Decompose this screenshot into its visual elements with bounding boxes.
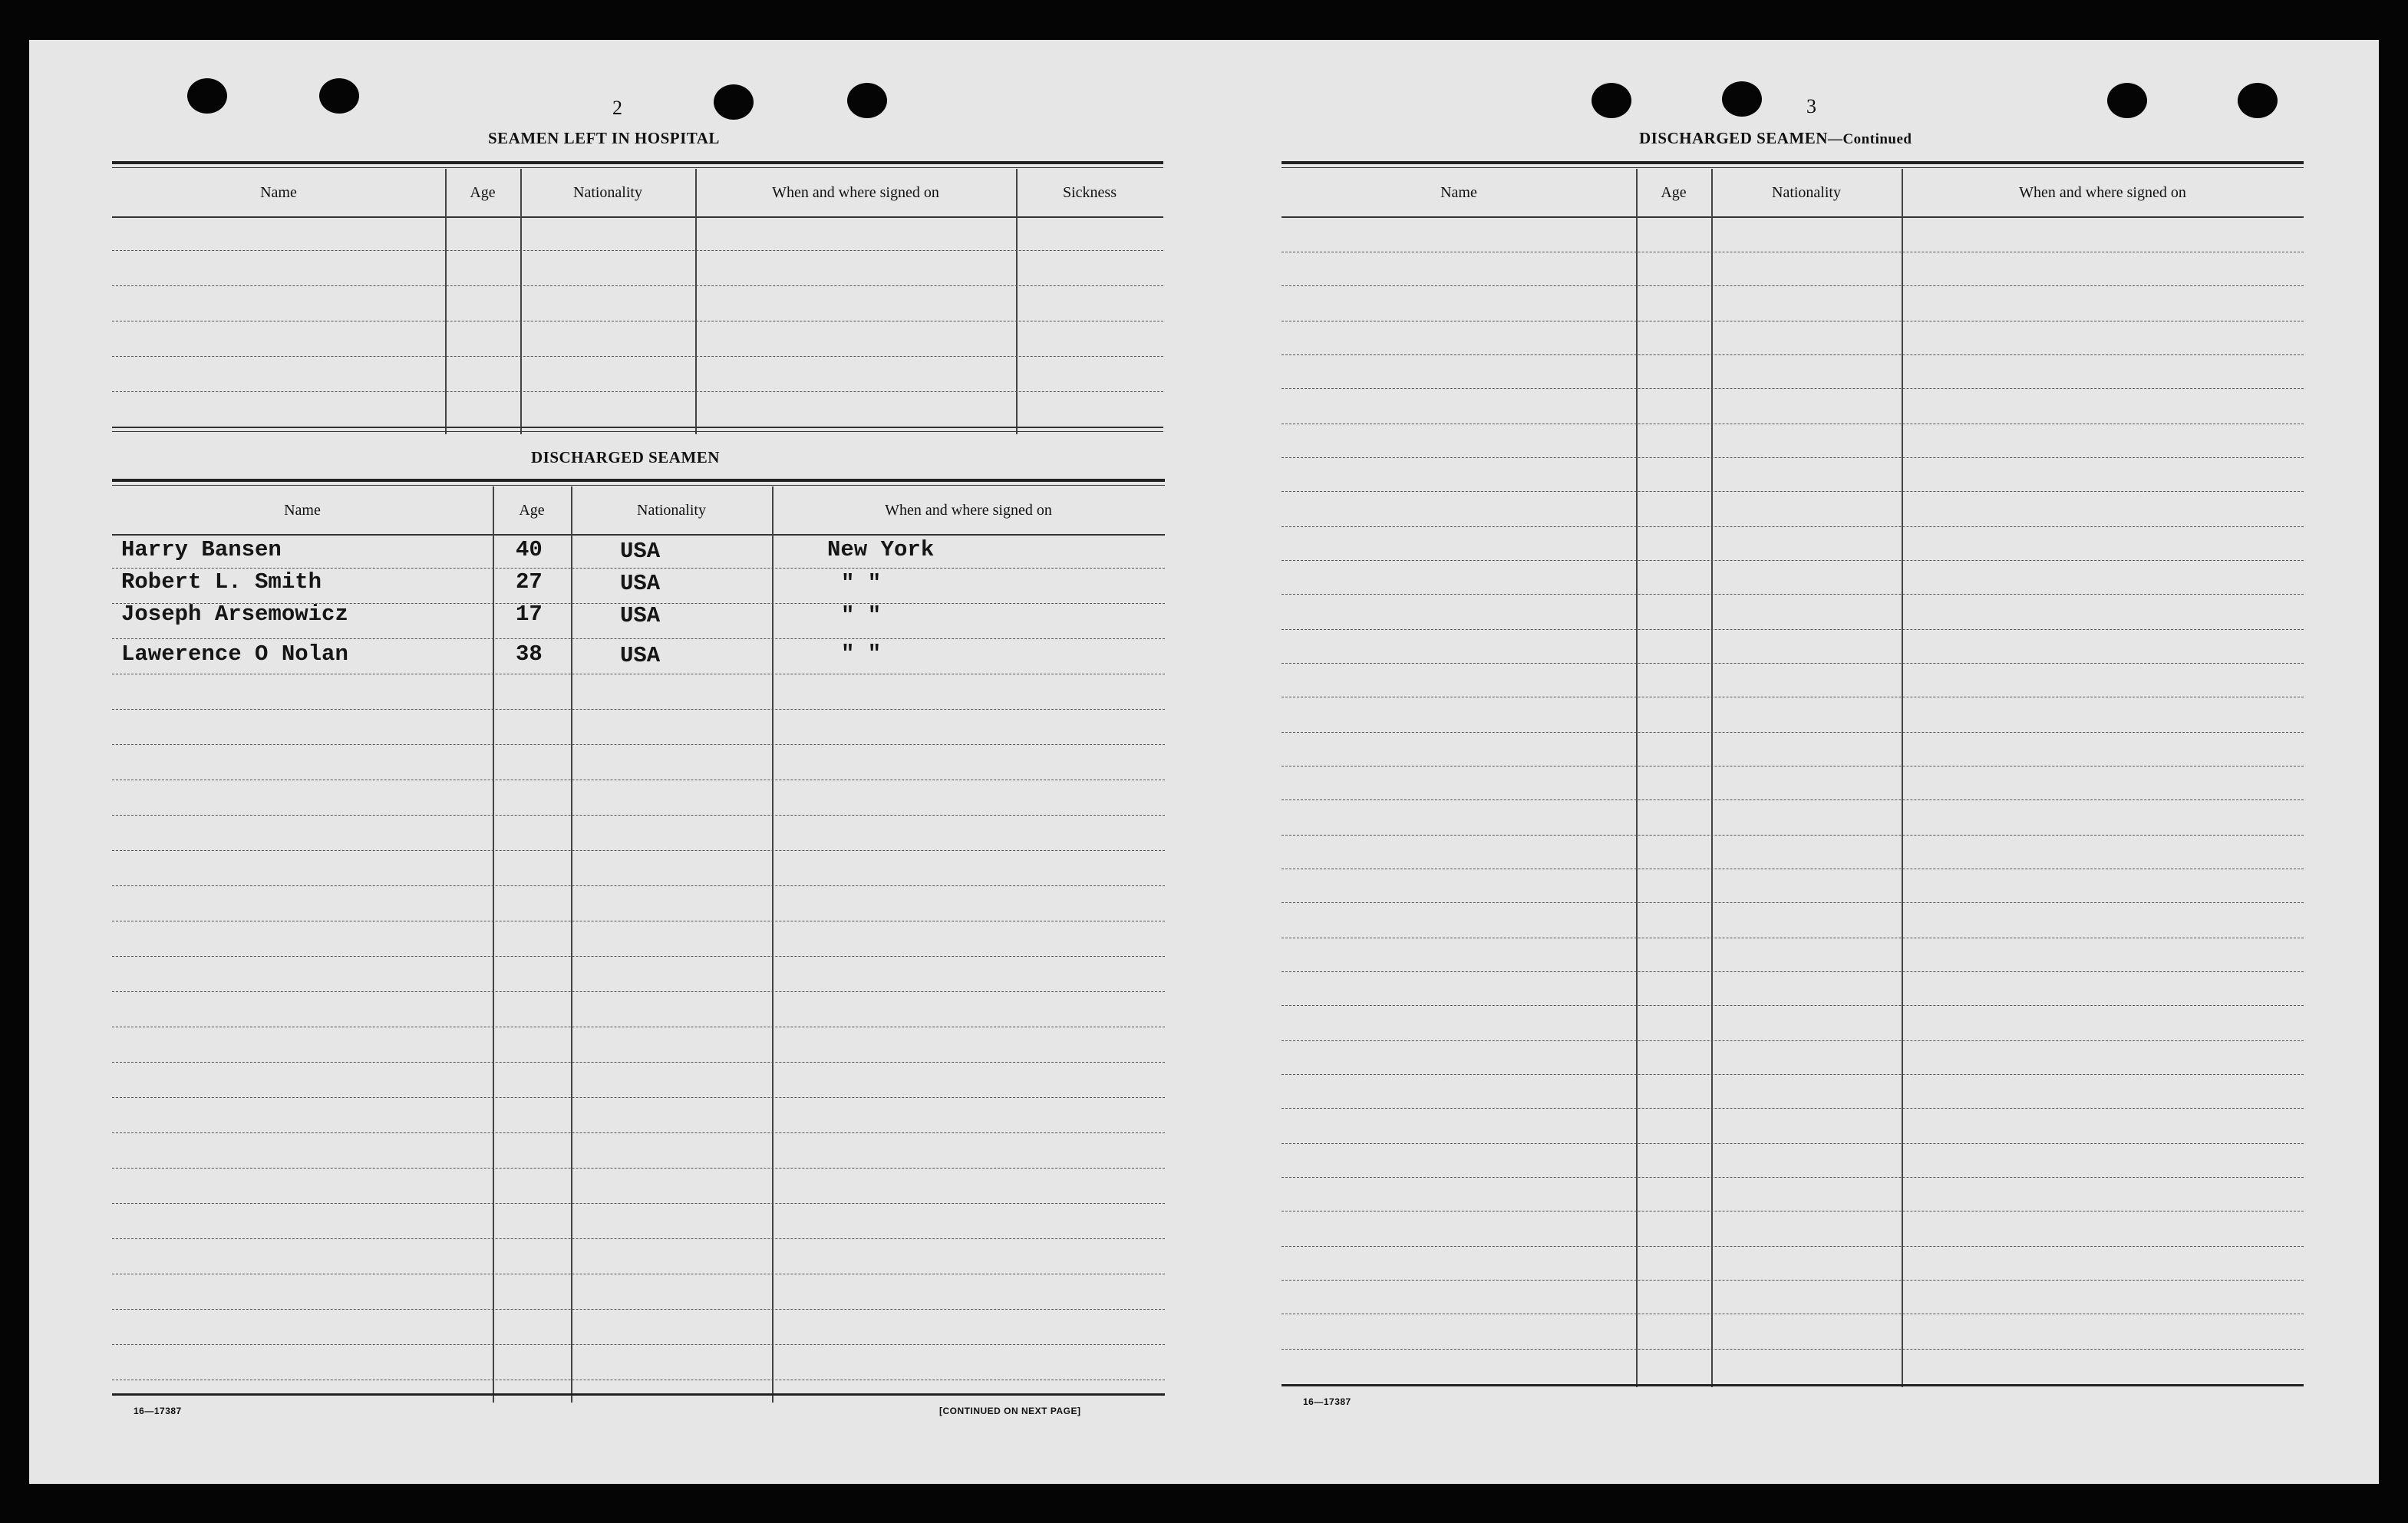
- column-header-signed-on: When and where signed on: [2019, 184, 2186, 201]
- seaman-nationality: USA: [620, 603, 661, 628]
- form-code: 16—17387: [134, 1406, 182, 1416]
- column-header-sickness: Sickness: [1063, 184, 1117, 201]
- punch-hole: [2238, 83, 2278, 118]
- seaman-signed-on: New York: [827, 537, 935, 562]
- punch-hole: [847, 83, 887, 118]
- continued-note: [CONTINUED ON NEXT PAGE]: [939, 1406, 1081, 1416]
- punch-hole: [2107, 83, 2147, 118]
- column-header-name: Name: [1440, 184, 1477, 201]
- seaman-age: 40: [516, 537, 543, 562]
- punch-hole: [714, 84, 754, 120]
- seaman-age: 17: [516, 602, 543, 627]
- seaman-nationality: USA: [620, 539, 661, 564]
- punch-hole: [1592, 83, 1631, 118]
- column-header-nationality: Nationality: [573, 184, 642, 201]
- column-header-nationality: Nationality: [1772, 184, 1841, 201]
- page-number: 3: [1806, 95, 1816, 117]
- seaman-name: Joseph Arsemowicz: [121, 602, 348, 627]
- seaman-name: Lawerence O Nolan: [121, 641, 348, 667]
- column-header-age: Age: [1661, 184, 1687, 201]
- column-header-age: Age: [470, 184, 496, 201]
- form-code: 16—17387: [1303, 1396, 1351, 1407]
- discharged-continued-title: [1639, 129, 1912, 148]
- title-suffix: —Continued: [1827, 131, 1912, 147]
- seaman-nationality: USA: [620, 643, 661, 668]
- punch-hole: [187, 78, 227, 114]
- seaman-age: 38: [516, 641, 543, 667]
- discharged-continued-table: [1282, 161, 2304, 1435]
- seaman-name: Robert L. Smith: [121, 569, 322, 595]
- seaman-signed-on: " ": [841, 571, 882, 596]
- hospital-section-title: SEAMEN LEFT IN HOSPITAL: [488, 129, 720, 147]
- page-number: 2: [612, 97, 622, 119]
- seaman-nationality: USA: [620, 571, 661, 596]
- punch-hole: [319, 78, 359, 114]
- punch-hole: [1722, 81, 1762, 117]
- column-header-signed-on: When and where signed on: [885, 502, 1052, 519]
- column-header-age: Age: [519, 502, 545, 519]
- discharged-table: [112, 479, 1165, 1446]
- seaman-signed-on: " ": [841, 641, 882, 667]
- right-page: [1205, 40, 2379, 1484]
- seaman-signed-on: " ": [841, 603, 882, 628]
- left-page: [29, 40, 1205, 1484]
- seaman-name: Harry Bansen: [121, 537, 282, 562]
- title-main: DISCHARGED SEAMEN: [1639, 129, 1828, 147]
- column-header-signed-on: When and where signed on: [772, 184, 939, 201]
- hospital-table: [112, 161, 1163, 468]
- column-header-name: Name: [260, 184, 297, 201]
- seaman-age: 27: [516, 569, 543, 595]
- discharged-section-title: DISCHARGED SEAMEN: [531, 448, 720, 466]
- column-header-nationality: Nationality: [637, 502, 706, 519]
- column-header-name: Name: [284, 502, 321, 519]
